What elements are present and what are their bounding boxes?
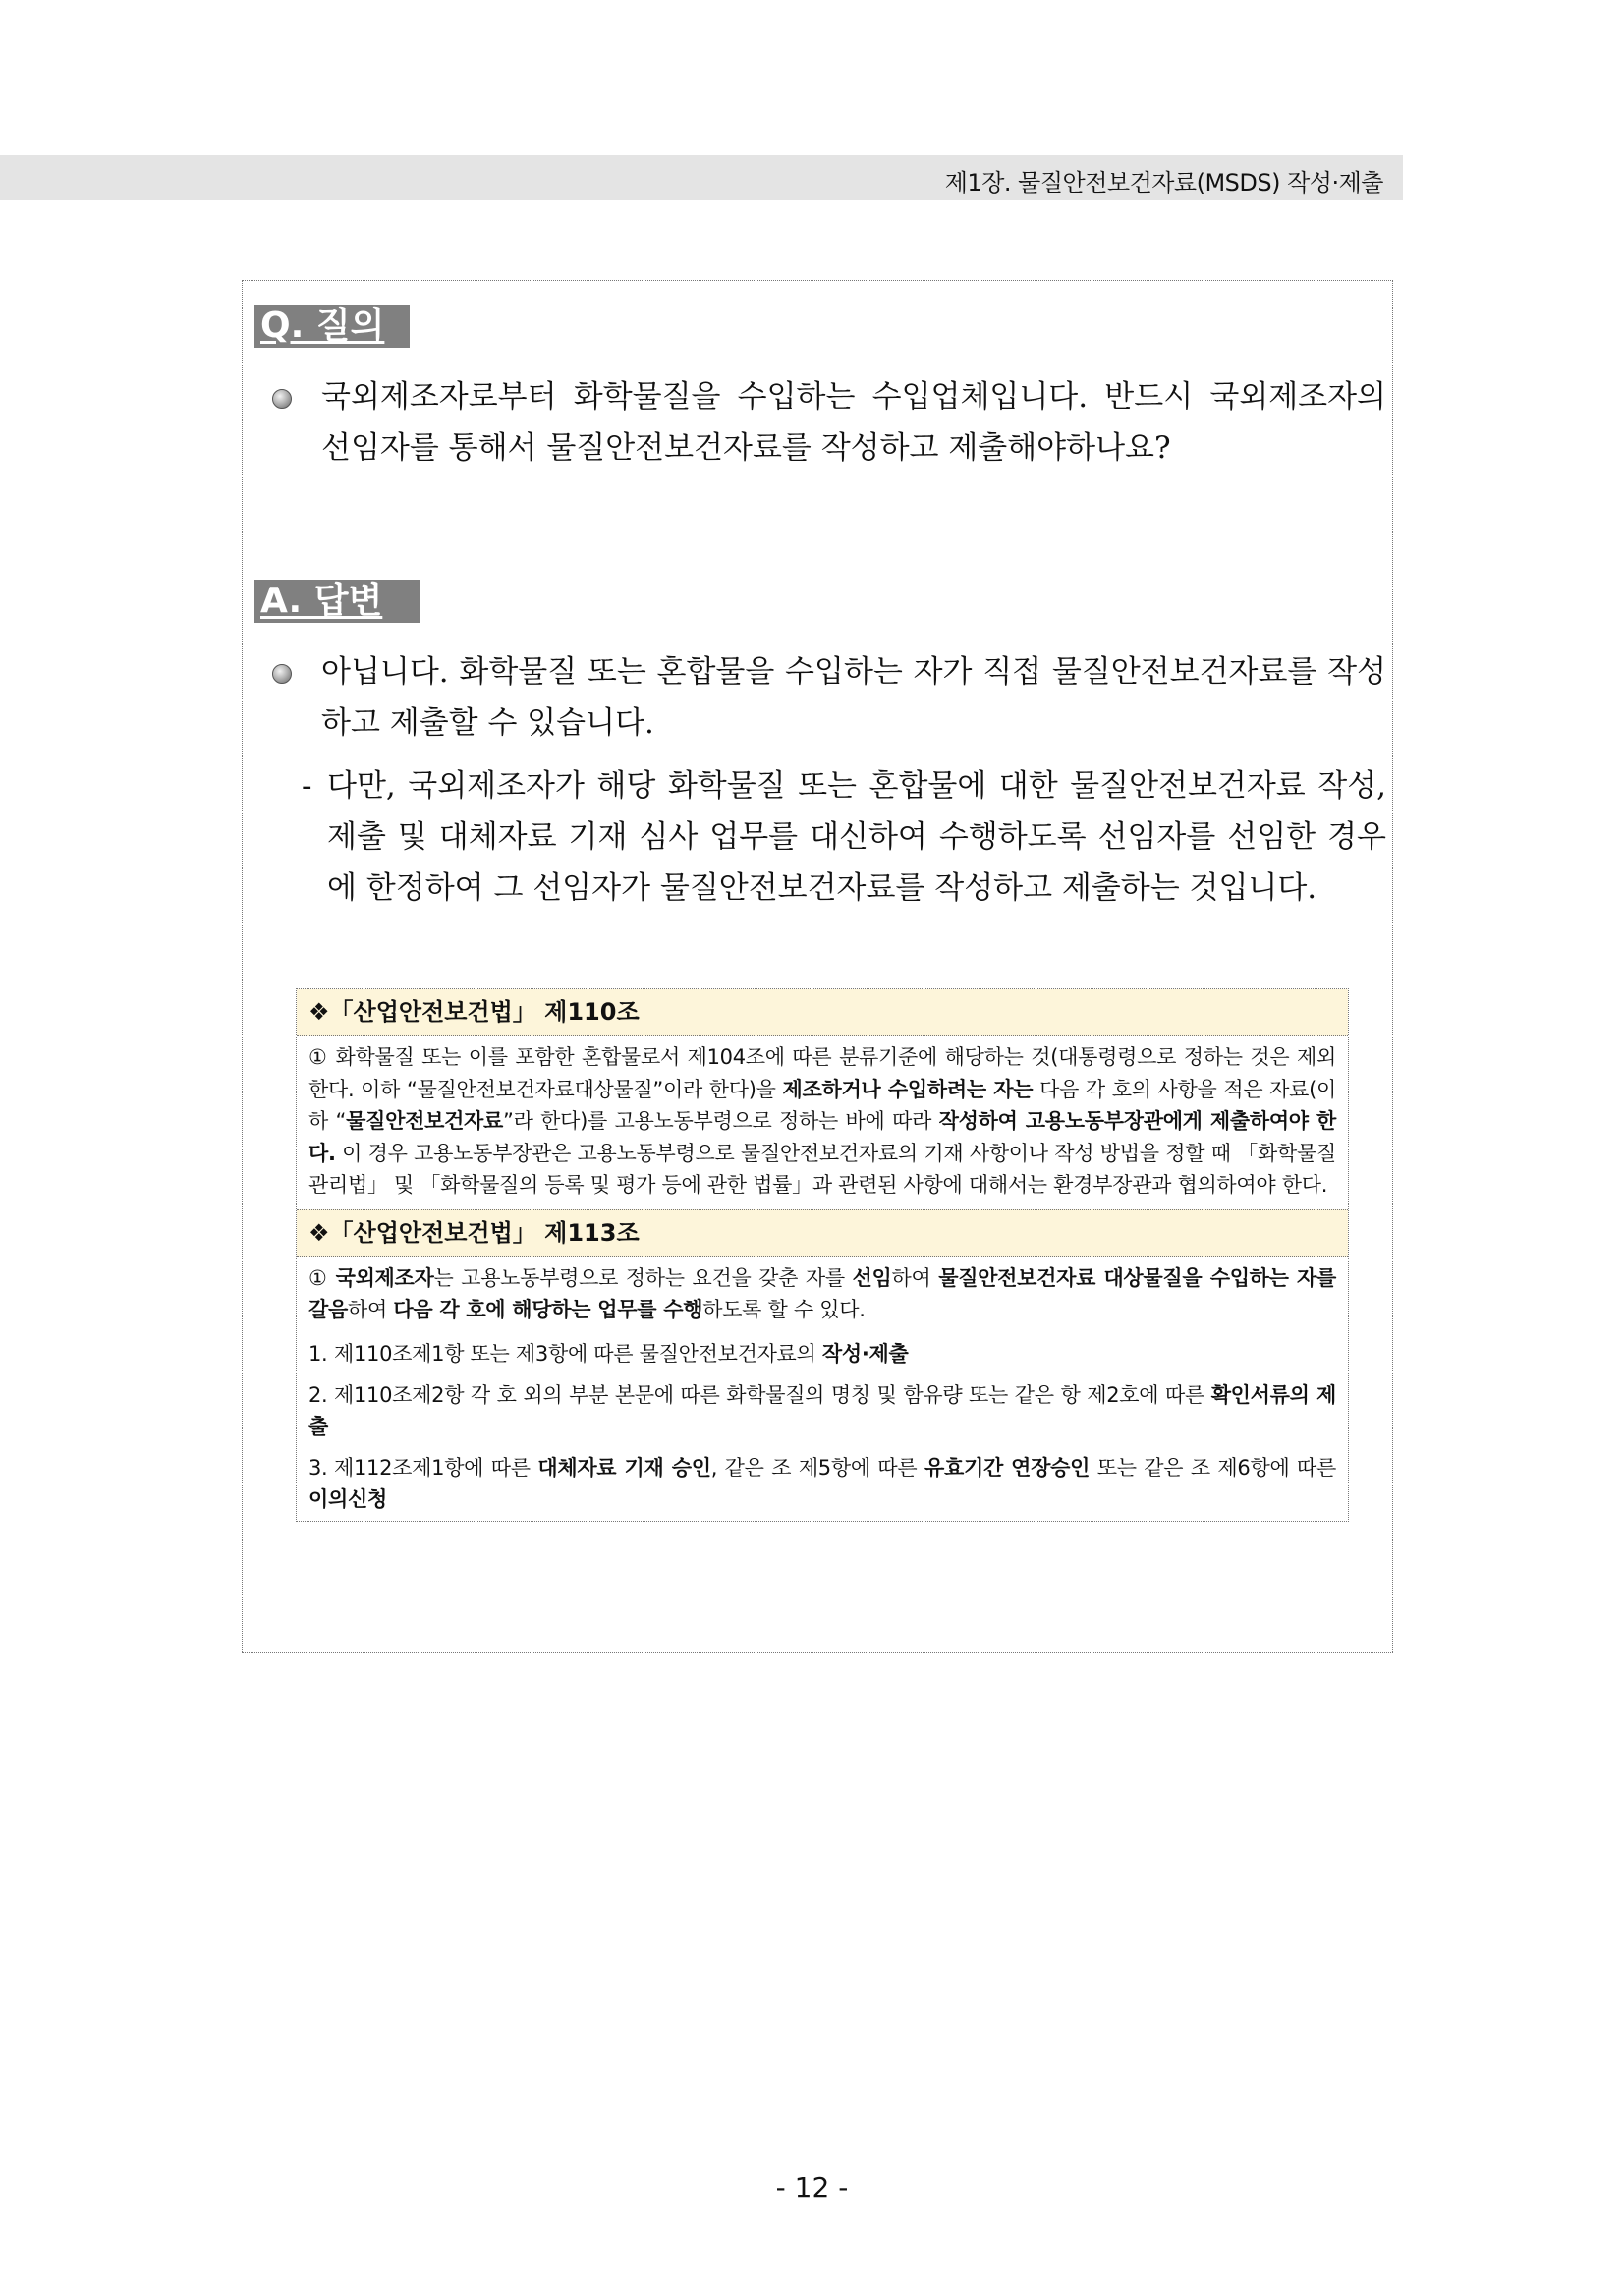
law-113-bold-part: 국외제조자 (335, 1265, 434, 1290)
answer-tag: A. 답변 (254, 580, 420, 623)
item-text: 제112조제1항에 따른 (334, 1455, 538, 1480)
answer-detail-text: 다만, 국외제조자가 해당 화학물질 또는 혼합물에 대한 물질안전보건자료 작성, 제출 및 대체자료 기재 심사 업무를 대신하여 수행하도록 선임자를 선임한 경우에 한정하여 그 선임자가 물질안전보건자료를 작성하고 제출하는 것입니다. (327, 768, 1386, 906)
item-bold: 이의신청 (308, 1486, 387, 1511)
law-113-text (297, 1257, 1348, 1334)
item-text: 제110조제1항 또는 제3항에 따른 물질안전보건자료의 (334, 1341, 822, 1366)
law-110-text-part: ”라 한다)를 고용노동부령으로 정하는 바에 따라 (503, 1109, 939, 1133)
law-110-title: ❖「산업안전보건법」 제110조 (297, 989, 1348, 1036)
answer-bullet-icon (272, 664, 292, 684)
law-113-text-part: 하여 (891, 1265, 939, 1290)
law-110-bold-part: 제조하거나 수입하려는 자는 (782, 1077, 1034, 1101)
law-110-text-part: ① 화학물질 또는 이를 포함한 혼합물로서 제104조에 따른 분류기준에 해당하는 것(대통령령으로 정하는 것은 제외한다. 이하 “물질안전보건자료대상물질”이라 한다)을 (308, 1045, 1336, 1101)
law-reference-box (296, 988, 1349, 1522)
item-number: 3. (308, 1455, 328, 1480)
item-number: 1. (308, 1341, 328, 1366)
law-113-text-part: ① (308, 1265, 336, 1290)
law-110-bold-part: 작성하여 고용노동부장관에게 제출하여야 한다. (308, 1109, 1336, 1165)
law-113-item-2 (297, 1375, 1348, 1448)
law-113-bold-part: 선임 (852, 1265, 892, 1290)
item-bold: 작성·제출 (821, 1341, 909, 1366)
question-text: 국외제조자로부터 화학물질을 수입하는 수입업체입니다. 반드시 국외제조자의 선임자를 통해서 물질안전보건자료를 작성하고 제출해야하나요? (321, 379, 1386, 466)
page-number: - 12 - (775, 2171, 849, 2204)
chapter-header-bar (0, 155, 1403, 200)
answer-text: 아닙니다. 화학물질 또는 혼합물을 수입하는 자가 직접 물질안전보건자료를 작성하고 제출할 수 있습니다. (321, 654, 1386, 741)
qa-box (242, 280, 1393, 1653)
law-110-text-part: 이 경우 고용노동부장관은 고용노동부령으로 물질안전보건자료의 기재 사항이나 작성 방법을 정할 때 「화학물질관리법」 및 「화학물질의 등록 및 평가 등에 관한 법률」과 관련된 사항에 대해서는 환경부장관과 협의하여야 한다. (308, 1141, 1336, 1197)
law-113-text-part: 하여 (347, 1298, 394, 1321)
law-113-title: ❖「산업안전보건법」 제113조 (297, 1209, 1348, 1257)
chapter-title: 제1장. 물질안전보건자료(MSDS) 작성·제출 (944, 169, 1383, 196)
law-113-item-3 (297, 1448, 1348, 1521)
item-number: 2. (308, 1382, 328, 1407)
law-113-bold-part: 다음 각 호에 해당하는 업무를 수행 (393, 1298, 703, 1321)
dash-marker: - (302, 768, 312, 804)
law-113-text-part: 하도록 할 수 있다. (702, 1298, 866, 1321)
item-text: 제110조제2항 각 호 외의 부분 본문에 따른 화학물질의 명칭 및 함유량 또는 같은 항 제2호에 따른 (334, 1382, 1211, 1407)
item-bold: 확인서류의 제출 (308, 1382, 1336, 1438)
law-113-text-part: 는 고용노동부령으로 정하는 요건을 갖춘 자를 (433, 1265, 853, 1290)
item-text: , 같은 조 제5항에 따른 (710, 1455, 924, 1480)
law-113-bold-part: 물질안전보건자료 대상물질을 수입하는 자를 갈음 (308, 1265, 1336, 1321)
law-110-text (297, 1036, 1348, 1209)
item-text: 또는 같은 조 제6항에 따른 (1090, 1455, 1337, 1480)
item-bold: 유효기간 연장승인 (924, 1455, 1091, 1480)
law-110-text-part: 다음 각 호의 사항을 적은 자료(이하 “ (308, 1077, 1336, 1133)
question-bullet-icon (272, 389, 292, 409)
item-bold: 대체자료 기재 승인 (537, 1455, 711, 1480)
law-113-item-1 (297, 1334, 1348, 1375)
law-110-bold-part: 물질안전보건자료 (346, 1109, 504, 1133)
question-tag: Q. 질의 (254, 305, 410, 348)
